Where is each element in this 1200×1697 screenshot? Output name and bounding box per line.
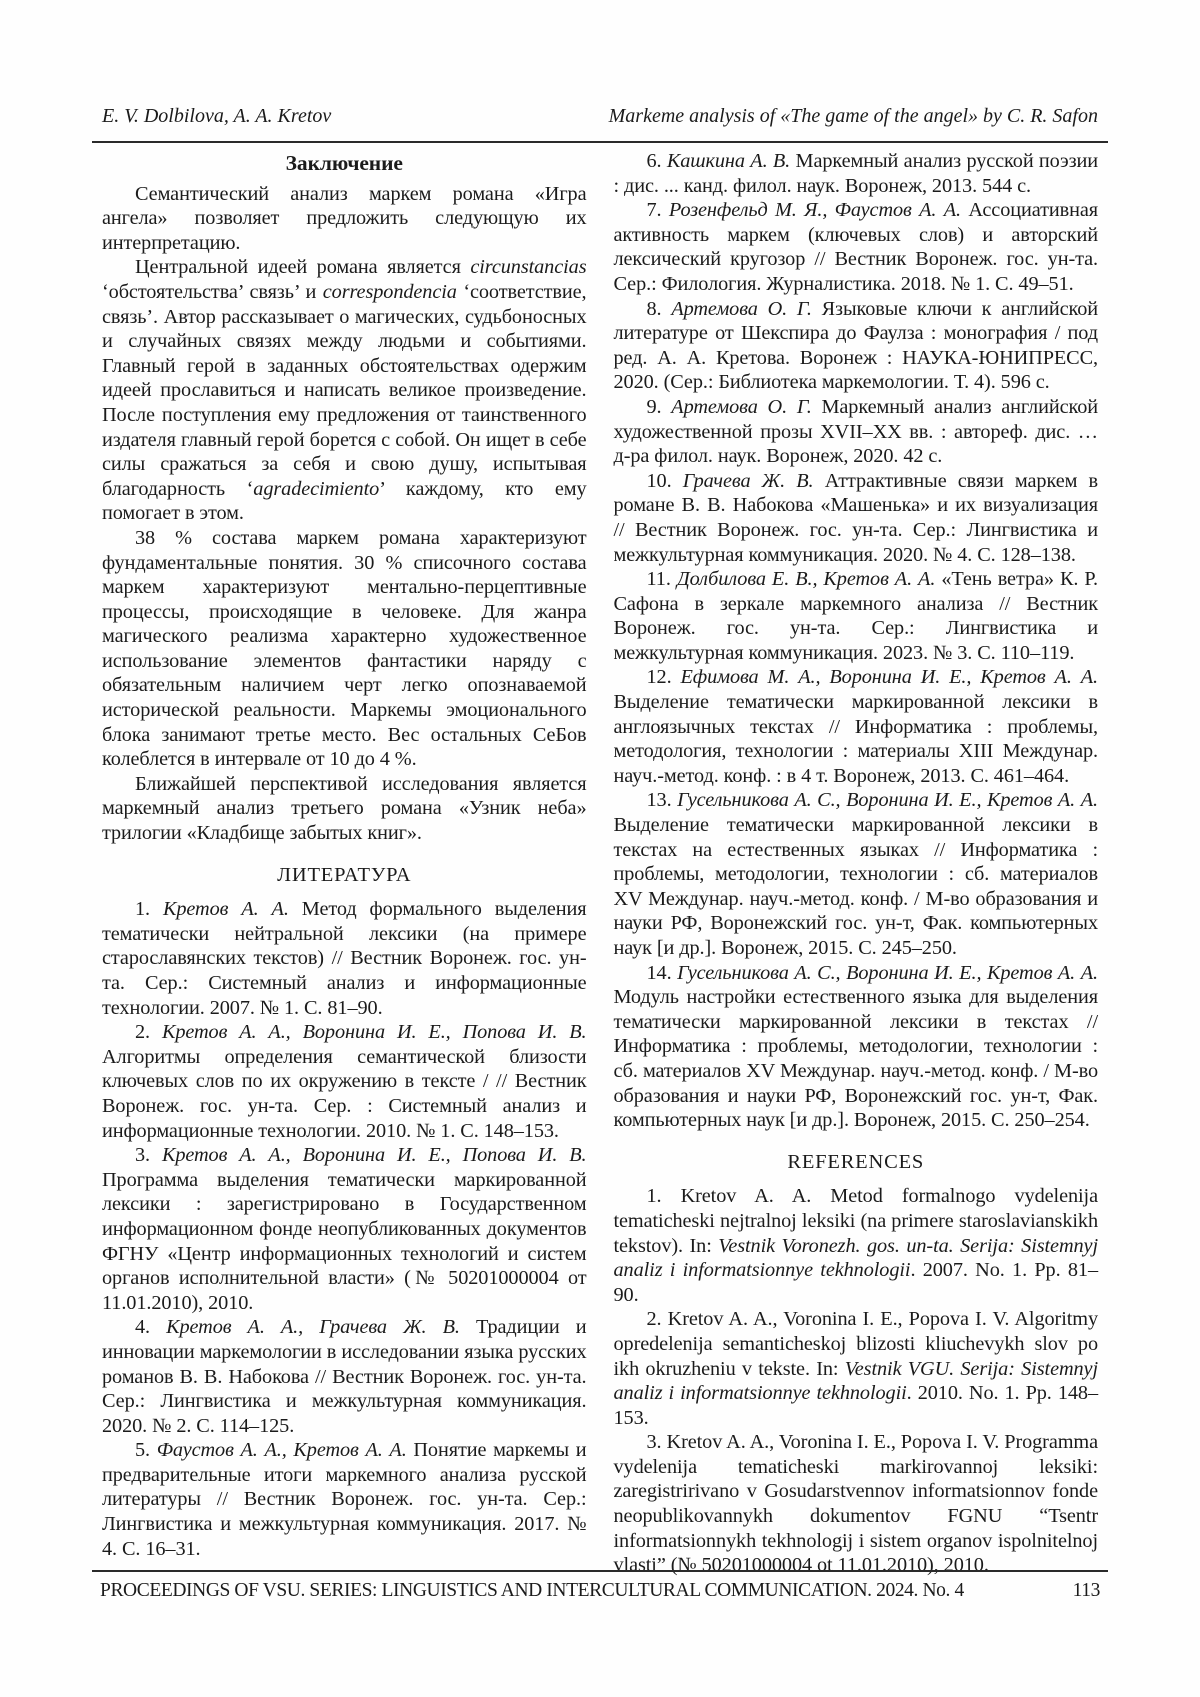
reference-item-ru: 11. Долбилова Е. В., Кретов А. А. «Тень ветра» К. Р. Сафона в зеркале маркемного анализа // Вестник Воронеж. гос. ун-та. Сер.: Лингвистика и межкультурная коммуникация. 2023. № 3. С. 110–119. — [613, 568, 1098, 664]
footer-page-number: 113 — [1072, 1580, 1100, 1601]
reference-item-ru: 8. Артемова О. Г. Языковые ключи к английской литературе от Шекспира до Фаулза : монография / под ред. А. А. Кретова. Воронеж : НАУКА-ЮНИПРЕСС, 2020. (Сер.: Библиотека маркемологии. Т. 4). 596 с. — [613, 297, 1098, 394]
reference-item-ru: 1. Кретов А. А. Метод формального выделения тематически нейтральной лексики (на примере старославянских текстов) // Вестник Воронеж. гос. ун-та. Сер.: Системный анализ и информационные технологии. 2007. № 1. С. 81–90. — [102, 898, 587, 1019]
conclusion-paragraph: 38 % состава маркем романа характеризуют фундаментальные понятия. 30 % списочного состава маркем характеризуют ментально-перцептивные процессы, происходящие в человеке. Для жанра магического реализма характерно художественное использование элементов фантастики наряду с обязательным наличием черт легко опознаваемой исторической реальности. Маркемы эмоционального блока занимают третье место. Вес остальных СеБов колеблется в интервале от 10 до 4 %. — [102, 526, 587, 771]
conclusion-paragraph: Ближайшей перспективой исследования является маркемный анализ третьего романа «Узник неба» трилогии «Кладбище забытых книг». — [102, 772, 587, 845]
reference-item-ru: 12. Ефимова М. А., Воронина И. Е., Кретов А. А. Выделение тематически маркированной лексики в англоязычных текстах // Информатика : проблемы, методология, технологии : материалы XIII Междунар. науч.-метод. конф. : в 4 т. Воронеж, 2013. С. 461–464. — [613, 666, 1098, 787]
conclusion-paragraph: Центральной идеей романа является circunstancias ‘обстоятельства’ связь’ и correspondencia ‘соответствие, связь’. Автор рассказывает о магических, судьбоносных и случайных связях между людьми и событиями. Главный герой в заданных обстоятельствах одержим идеей прославиться и написать великое произведение. После поступления ему предложения от таинственного издателя главный герой борется с собой. Он ищет в себе силы сражаться за себя и свою душу, испытывая благодарность ‘agradecimiento’ каждому, кто ему помогает в этом. — [102, 256, 587, 525]
reference-item-ru: 7. Розенфельд М. Я., Фаустов А. А. Ассоциативная активность маркем (ключевых слов) и авторский лексический кругозор // Вестник Воронеж. гос. ун-та. Сер.: Филология. Журналистика. 2018. № 1. С. 49–51. — [613, 199, 1098, 295]
footer — [92, 1570, 1108, 1602]
reference-item-en: 2. Kretov A. A., Voronina I. E., Popova I. V. Algoritmy opredelenija semanticheskoj blizosti kliuchevykh slov po ikh okruzheniu v tekste. In: Vestnik VGU. Serija: Sistemnyj analiz i informatsionnye tekhnologii. 2010. No. 1. Pp. 148–153. — [613, 1308, 1098, 1429]
reference-item-ru: 3. Кретов А. А., Воронина И. Е., Попова И. В. Программа выделения тематически маркированной лексики : зарегистрировано в Государственном информационном фонде неопубликованных документов ФГНУ «Центр информационных технологий и систем органов исполнительной власти» (№ 50201000004 от 11.01.2010), 2010. — [102, 1144, 587, 1314]
literatura-heading: ЛИТЕРАТУРА — [277, 863, 412, 886]
reference-item-ru: 14. Гусельникова А. С., Воронина И. Е., Кретов А. А. Модуль настройки естественного языка для выделения тематически маркированной лексики в текстах // Информатика : проблемы, методологии, технологии : сб. материалов XV Междунар. науч.-метод. конф. / М-во образования и науки РФ, Воронежский гос. ун-т, Фак. компьютерных наук [и др.]. Воронеж, 2015. С. 250–254. — [613, 961, 1098, 1132]
reference-item-ru: 13. Гусельникова А. С., Воронина И. Е., Кретов А. А. Выделение тематически маркированной лексики в текстах на естественных языках // Информатика : проблемы, методологии, технологии : сб. материалов XV Междунар. науч.-метод. конф. / М-во образования и науки РФ, Воронежский гос. ун-т, Фак. компьютерных наук [и др.]. Воронеж, 2015. С. 245–250. — [613, 789, 1098, 959]
column-left — [102, 149, 587, 1578]
reference-item-en: 1. Kretov A. A. Metod formalnogo vydelenija tematicheski nejtralnoj leksiki (na primere staroslavianskikh tekstov). In: Vestnik Voronezh. gos. un-ta. Serija: Sistemnyj analiz i informatsionnye tekhnologii. 2007. No. 1. Pp. 81–90. — [613, 1185, 1098, 1306]
column-right — [614, 149, 1099, 1578]
references-heading: REFERENCES — [787, 1150, 925, 1173]
running-head — [102, 104, 1098, 128]
footer-line — [100, 1579, 1100, 1602]
reference-item-ru: 4. Кретов А. А., Грачева Ж. В. Традиции и инновации маркемологии в исследовании языка русских романов В. В. Набокова // Вестник Воронеж. гос. ун-та. Сер.: Лингвистика и межкультурная коммуникация. 2020. № 2. С. 114–125. — [102, 1316, 587, 1437]
running-head-title: Markeme analysis of «The game of the angel» by C. R. Safon — [608, 105, 1098, 127]
running-head-authors: E. V. Dolbilova, A. A. Kretov — [102, 105, 332, 127]
reference-item-en: 3. Kretov A. A., Voronina I. E., Popova I. V. Programma vydelenija tematicheski markirovannoj leksiki: zaregistririvano v Gosudarstvennov informatsionnov fonde neopublikovannykh dokumentov FGNU “Tsentr informatsionnykh tekhnologij i sistem organov ispolnitelnoj vlasti” (№ 50201000004 ot 11.01.2010), 2010. — [613, 1431, 1098, 1577]
reference-item-ru: 2. Кретов А. А., Воронина И. Е., Попова И. В. Алгоритмы определения семантической близости ключевых слов по их окружению в тексте / // Вестник Воронеж. гос. ун-та. Сер. : Системный анализ и информационные технологии. 2010. № 1. С. 148–153. — [102, 1021, 587, 1142]
footer-rule — [92, 1570, 1108, 1572]
header-rule — [92, 141, 1108, 143]
reference-item-ru: 9. Артемова О. Г. Маркемный анализ английской художественной прозы XVII–XX вв. : автореф. дис. … д-ра филол. наук. Воронеж, 2020. 42 с. — [613, 395, 1098, 468]
text-columns — [102, 149, 1098, 1578]
conclusion-paragraph: Семантический анализ маркем романа «Игра ангела» позволяет предложить следующую их интерпретацию. — [102, 182, 587, 254]
reference-item-ru: 10. Грачева Ж. В. Аттрактивные связи маркем в романе В. В. Набокова «Машенька» и их визуализация // Вестник Воронеж. гос. ун-та. Сер.: Лингвистика и межкультурная коммуникация. 2020. № 4. С. 128–138. — [613, 469, 1098, 566]
reference-item-ru: 6. Кашкина А. В. Маркемный анализ русской поэзии : дис. ... канд. филол. наук. Воронеж, 2013. 544 с. — [613, 150, 1098, 197]
conclusion-heading: Заключение — [285, 151, 403, 175]
footer-journal: PROCEEDINGS OF VSU. SERIES: LINGUISTICS AND INTERCULTURAL COMMUNICATION. 2024. No. 4 — [100, 1580, 964, 1601]
reference-item-ru: 5. Фаустов А. А., Кретов А. А. Понятие маркемы и предварительные итоги маркемного анализа русской литературы // Вестник Воронеж. гос. ун-та. Сер.: Лингвистика и межкультурная коммуникация. 2017. № 4. С. 16–31. — [102, 1439, 587, 1560]
